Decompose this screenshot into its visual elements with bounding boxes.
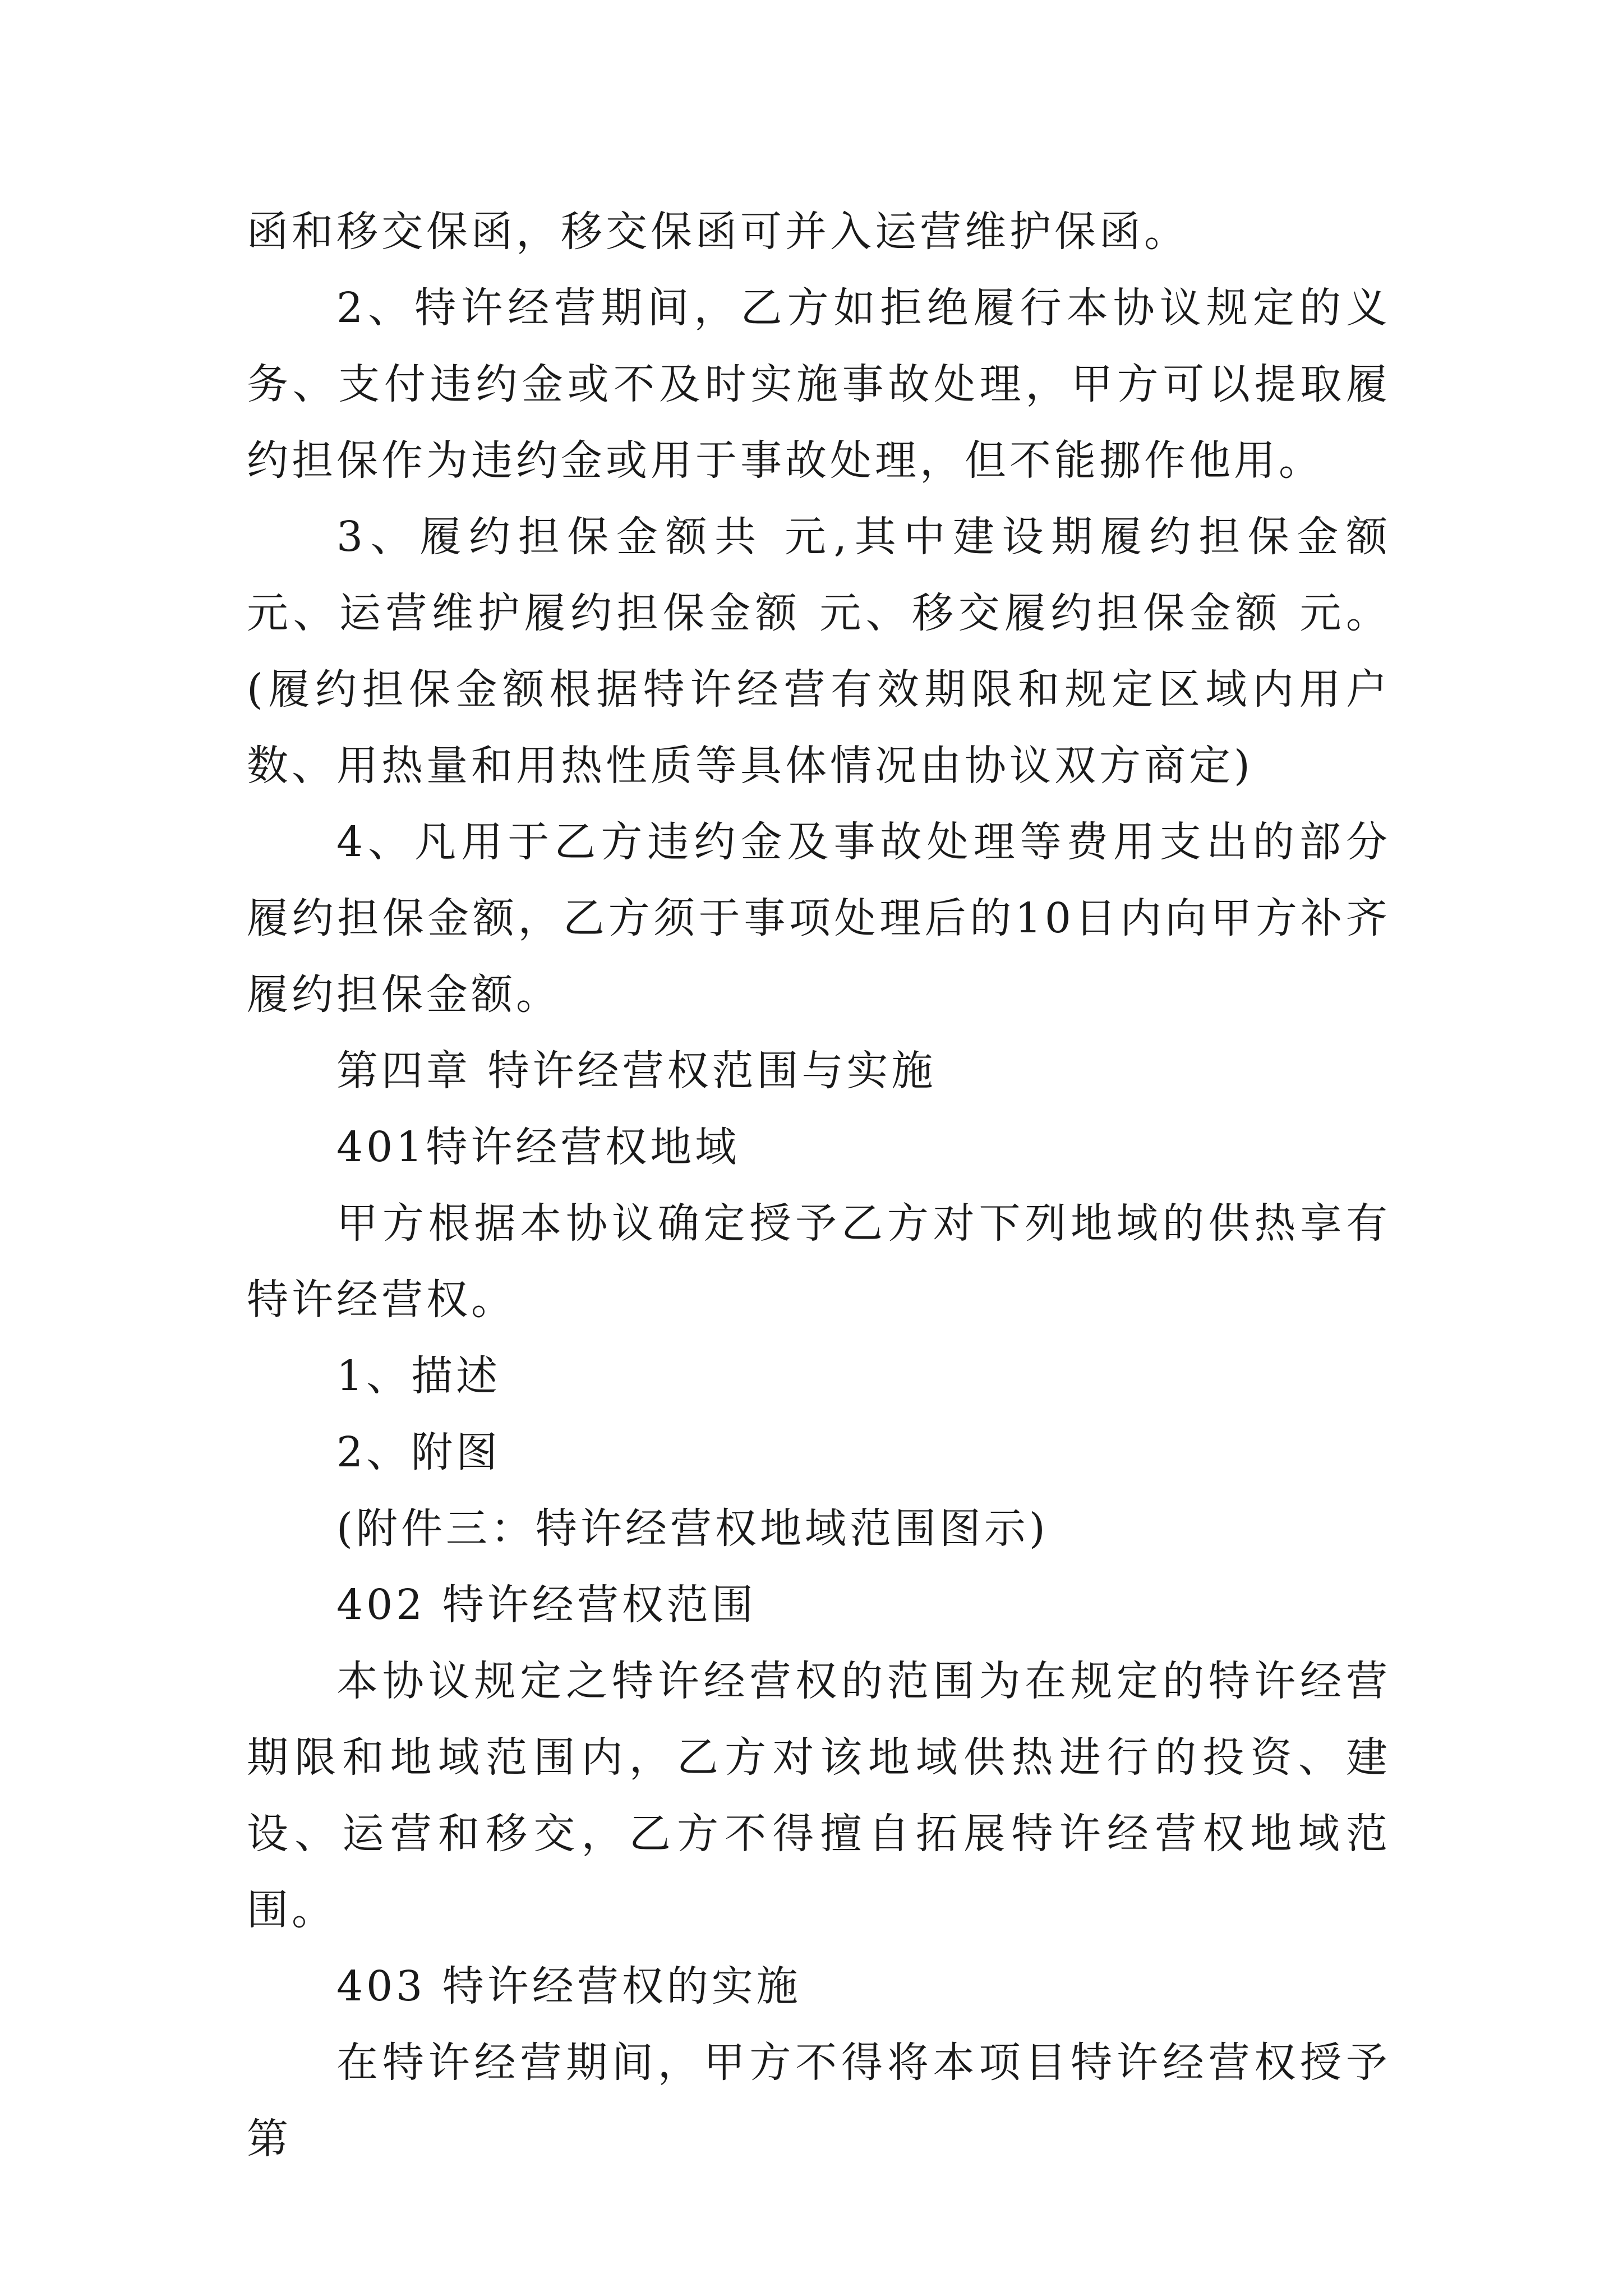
paragraph-item-2: 2、特许经营期间，乙方如拒绝履行本协议规定的义务、支付违约金或不及时实施事故处理，甲方可以提取履约担保作为违约金或用于事故处理，但不能挪作他用。 xyxy=(247,284,1391,485)
section-heading-403: 403 特许经营权的实施 xyxy=(336,1962,801,2010)
paragraph-item-3: 3、履约担保金额共 元,其中建设期履约担保金额 元、运营维护履约担保金额 元、移交履约担保金额 元。(履约担保金额根据特许经营有效期限和规定区域内用户数、用热量和用热性质等具体情况由协议双方商定) xyxy=(247,513,1391,790)
chapter-heading: 第四章 特许经营权范围与实施 xyxy=(336,1047,937,1095)
paragraph-402-body: 本协议规定之特许经营权的范围为在规定的特许经营期限和地域范围内，乙方对该地域供热进行的投资、建设、运营和移交，乙方不得擅自拓展特许经营权地域范围。 xyxy=(247,1657,1391,1934)
list-item-description: 1、描述 xyxy=(336,1352,501,1400)
paragraph-403-body: 在特许经营期间，甲方不得将本项目特许经营权授予第 xyxy=(247,2039,1391,2163)
paragraph-401-body: 甲方根据本协议确定授予乙方对下列地域的供热享有特许经营权。 xyxy=(247,1199,1391,1324)
document-body xyxy=(247,194,1391,2177)
section-heading-402: 402 特许经营权范围 xyxy=(336,1581,757,1629)
attachment-note: (附件三：特许经营权地域范围图示) xyxy=(336,1504,1049,1553)
section-heading-401: 401特许经营权地域 xyxy=(336,1123,740,1171)
paragraph-guarantee-continuation: 函和移交保函，移交保函可并入运营维护保函。 xyxy=(247,208,1189,256)
paragraph-item-4: 4、凡用于乙方违约金及事故处理等费用支出的部分履约担保金额，乙方须于事项处理后的10日内向甲方补齐履约担保金额。 xyxy=(247,818,1391,1019)
list-item-map: 2、附图 xyxy=(336,1428,501,1476)
